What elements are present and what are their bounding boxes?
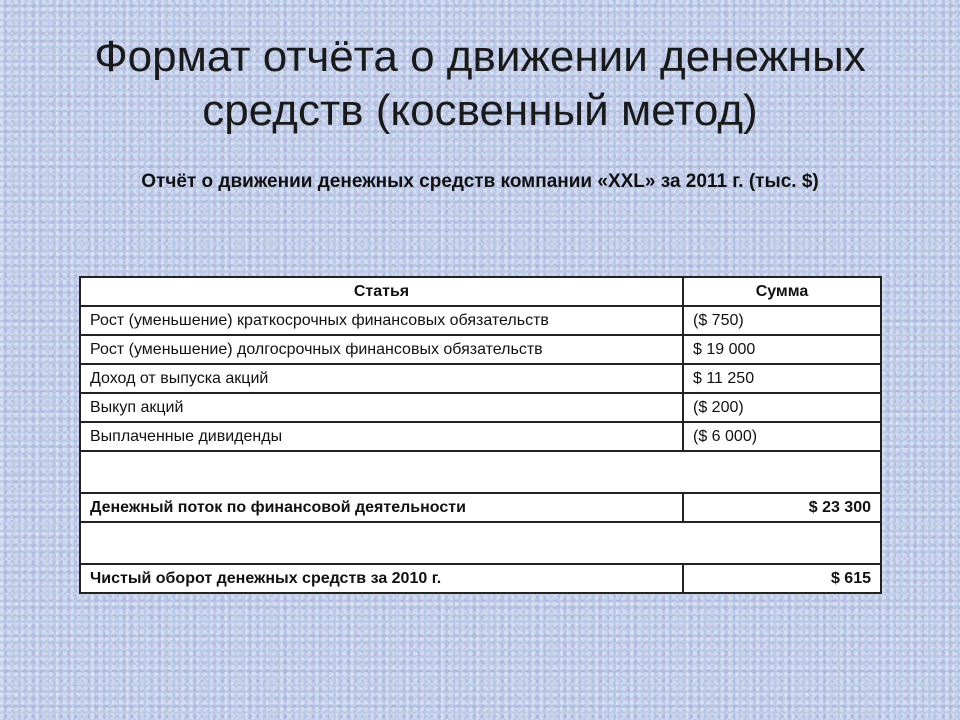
row-amount: $ 19 000: [683, 335, 881, 364]
table-row: [80, 422, 881, 451]
table-row: [80, 306, 881, 335]
row-amount: ($ 200): [683, 393, 881, 422]
table-header-row: [80, 277, 881, 306]
row-amount: ($ 6 000): [683, 422, 881, 451]
subtotal-item: Денежный поток по финансовой деятельности: [80, 493, 683, 522]
table-row: [80, 335, 881, 364]
total-amount: $ 615: [683, 564, 881, 593]
header-item: Статья: [80, 277, 683, 306]
cash-flow-table: [79, 276, 882, 594]
subtotal-row: [80, 493, 881, 522]
empty-cell: [80, 451, 881, 493]
row-item: Доход от выпуска акций: [80, 364, 683, 393]
row-amount: $ 11 250: [683, 364, 881, 393]
row-item: Выплаченные дивиденды: [80, 422, 683, 451]
row-item: Рост (уменьшение) краткосрочных финансовых обязательств: [80, 306, 683, 335]
row-item: Выкуп акций: [80, 393, 683, 422]
slide-title-line-2: средств (косвенный метод): [202, 86, 758, 135]
table-row: [80, 364, 881, 393]
header-amount: Сумма: [683, 277, 881, 306]
empty-row: [80, 522, 881, 564]
slide-title-line-1: Формат отчёта о движении денежных: [94, 32, 866, 81]
table-row: [80, 393, 881, 422]
empty-cell: [80, 522, 881, 564]
slide-title: [0, 30, 960, 138]
report-subtitle: Отчёт о движении денежных средств компании «XXL» за 2011 г. (тыс. $): [141, 171, 819, 192]
empty-row: [80, 451, 881, 493]
subtotal-amount: $ 23 300: [683, 493, 881, 522]
row-item: Рост (уменьшение) долгосрочных финансовых обязательств: [80, 335, 683, 364]
total-row: [80, 564, 881, 593]
total-item: Чистый оборот денежных средств за 2010 г.: [80, 564, 683, 593]
row-amount: ($ 750): [683, 306, 881, 335]
